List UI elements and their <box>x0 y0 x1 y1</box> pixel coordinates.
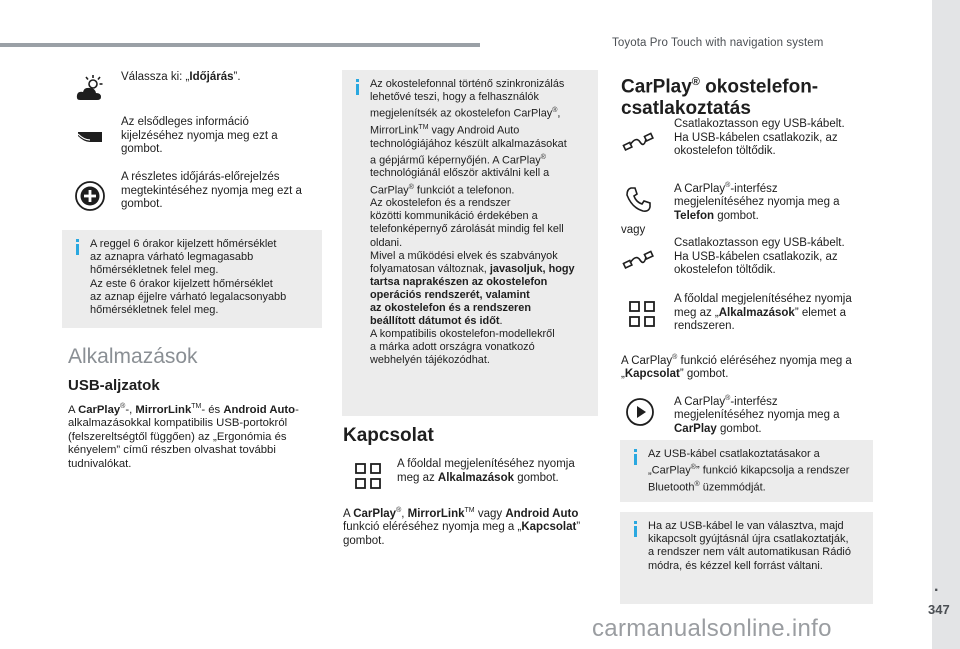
primary-info-text: Az elsődleges információ kijelzéséhez nyomja meg ezt a gombot. <box>121 116 278 155</box>
carplay-icon <box>624 396 656 428</box>
home-apps-text: A főoldal megjelenítéséhez nyomja meg az „Alkalmazások” elemet a rendszeren. <box>674 293 852 332</box>
side-strip <box>932 0 960 649</box>
weather-select-text: Válassza ki: „Időjárás”. <box>121 71 241 83</box>
header-title: Toyota Pro Touch with navigation system <box>612 37 824 49</box>
page-number: 347 <box>928 602 950 617</box>
apps-grid-icon <box>626 298 658 330</box>
connection-heading: Kapcsolat <box>343 425 434 446</box>
watermark: carmanualsonline.info <box>592 615 832 642</box>
carplay-interface-text-1: A CarPlay®-interfész megjelenítéséhez nyomja meg a Telefon gombot. <box>674 182 840 222</box>
info-icon <box>352 79 363 95</box>
usb-connect-text-1: Csatlakoztasson egy USB-kábelt. Ha USB-kábelen csatlakozik, az okostelefon töltődik. <box>674 118 845 157</box>
info-icon <box>630 521 641 537</box>
note-temperature: A reggel 6 órakor kijelzett hőmérséklet az aznapra várható legmagasabb hőmérsékletnek felel meg. Az este 6 órakor kijelzett hőmérséklet az aznap éjjelre várható legalacsonyabb hőmérsékletnek felel meg. <box>62 230 322 328</box>
usb-connect-text-2: Csatlakoztasson egy USB-kábelt. Ha USB-kábelen csatlakozik, az okostelefon töltődik. <box>674 237 845 276</box>
usb-cable-icon <box>622 244 654 276</box>
usb-sockets-text: A CarPlay®-, MirrorLink™- és Android Auto- alkalmazásokkal kompatibilis USB-portokról (felszereltségtől függően) az „Ergonómia és kényelem” című részben olvashat további tudnivalókat. <box>68 403 299 470</box>
note-usb-disconnect: Ha az USB-kábel le van választva, majd kikapcsolt gyújtásnál újra csatlakoztatják, a rendszer nem vált automatikusan Rádió módra, és kézzel kell forrást váltani. <box>620 512 873 604</box>
carplay-interface-text-2: A CarPlay®-interfész megjelenítéséhez nyomja meg a CarPlay gombot. <box>674 395 840 435</box>
phone-icon <box>622 184 654 216</box>
primary-info-button-icon <box>74 118 106 150</box>
note-bluetooth: Az USB-kábel csatlakoztatásakor a „CarPlay®” funkció kikapcsolja a rendszer Bluetooth® üzemmódját. <box>620 440 873 502</box>
or-text: vagy <box>621 224 646 236</box>
usb-sockets-heading: USB-aljzatok <box>68 377 160 394</box>
section-title-applications: Alkalmazások <box>68 345 198 368</box>
continuation-marker: . <box>934 578 939 595</box>
carplay-function-text: A CarPlay® funkció eléréséhez nyomja meg a „Kapcsolat” gombot. <box>621 354 852 381</box>
usb-cable-icon <box>622 126 654 158</box>
carplay-connection-heading: CarPlay® okostelefon- csatlakoztatás <box>621 76 819 120</box>
note-smartphone-sync: Az okostelefonnal történő szinkronizálás lehetővé teszi, hogy a felhasználók megjelenítsék az okostelefon CarPlay®, MirrorLink™ vagy Android Auto technológiájához készült alkalmazásokat a gépjármű képernyőjén. A CarPlay® technológiánál először aktiválni kell a CarPlay® funkciót a telefonon. Az okostelefon és a rendszer közötti kommunikáció érdekében a telefonképernyő zárolását mindig fel kell oldani. Mivel a működési elvek és szabványok folyamatosan változnak, javasoljuk, hogy tartsa naprakészen az okostelefon operációs rendszerét, valamint az okostelefon és a rendszeren beállított dátumot és időt. A kompatibilis okostelefon-modellekről a márka adott országra vonatkozó webhelyén tájékozódhat. <box>342 70 598 416</box>
info-icon <box>630 449 641 465</box>
apps-grid-icon <box>352 460 384 492</box>
plus-circle-icon <box>74 180 106 212</box>
info-icon <box>72 239 83 255</box>
weather-icon <box>74 74 106 106</box>
carplay-access-text: A CarPlay®, MirrorLink™ vagy Android Auto funkció eléréséhez nyomja meg a „Kapcsolat” gombot. <box>343 507 581 547</box>
detailed-forecast-text: A részletes időjárás-előrejelzés megtekintéséhez nyomja meg ezt a gombot. <box>121 171 302 210</box>
apps-home-text: A főoldal megjelenítéséhez nyomja meg az Alkalmazások gombot. <box>397 458 575 484</box>
header-rule <box>0 43 480 47</box>
